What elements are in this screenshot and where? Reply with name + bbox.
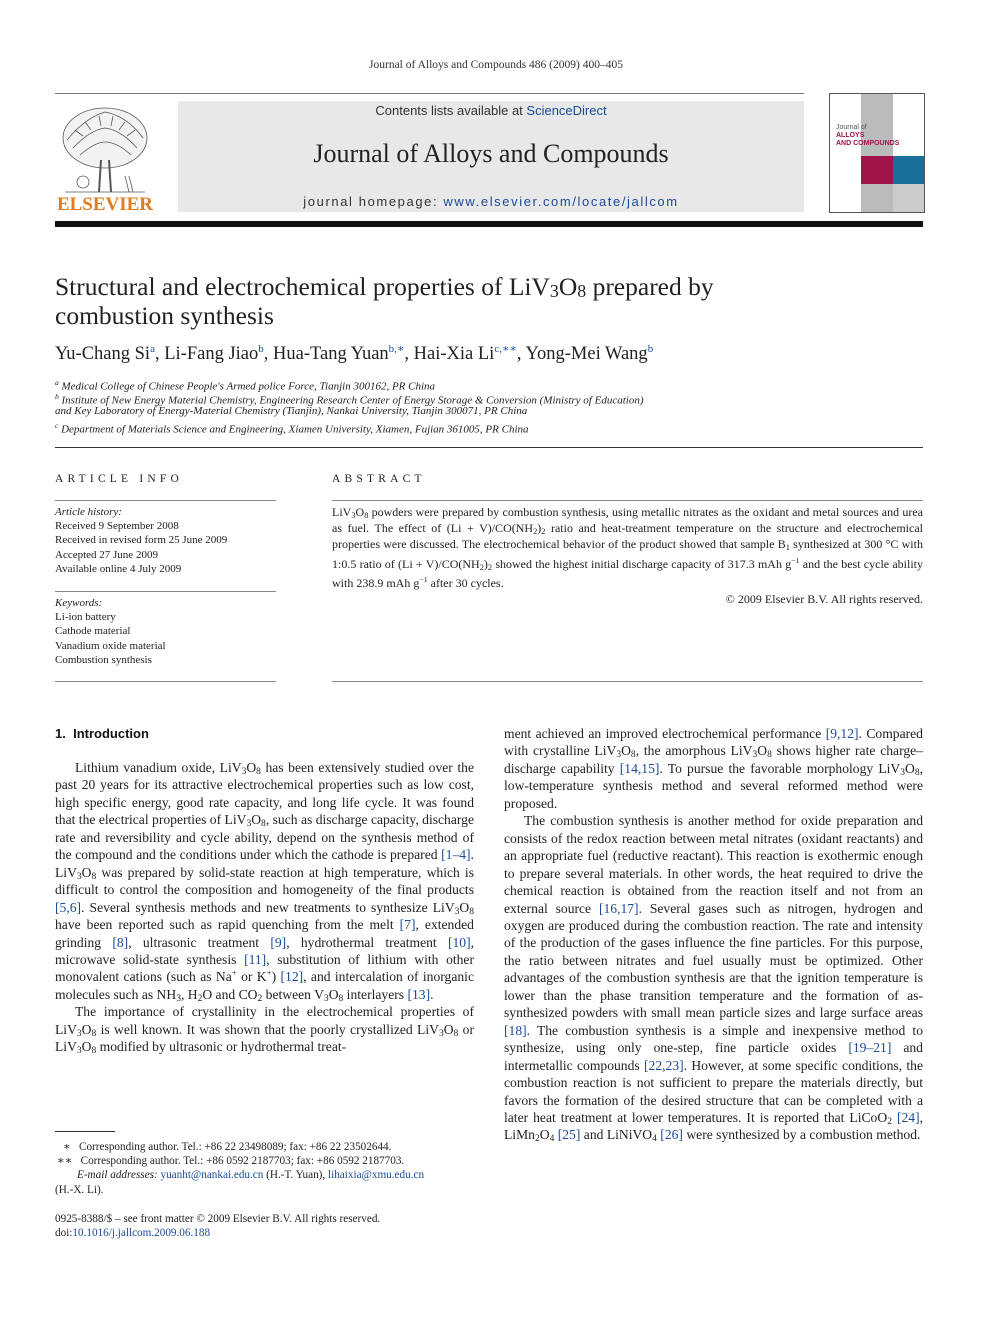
author-affil-link[interactable]: c,∗∗ [494,343,517,355]
header-rule [55,221,923,227]
banner-top-rule [55,93,804,94]
keywords [55,596,276,667]
article-history [55,505,276,576]
homepage-link[interactable]: www.elsevier.com/locate/jallcom [443,194,679,209]
footnote [55,1154,474,1168]
section-title: Introduction [73,726,149,741]
affil-mark: a [55,378,59,387]
divider [55,447,923,448]
copyright: © 2009 Elsevier B.V. All rights reserved. [725,592,923,607]
article-info-heading: ARTICLE INFO [55,473,183,485]
affil-text: Medical College of Chinese People's Armed police Force, Tianjin 300162, PR China [61,380,436,393]
running-head: Journal of Alloys and Compounds 486 (2009) 400–405 [369,59,623,71]
footnote-mark: ∗ [63,1141,71,1153]
affil-text: and Key Laboratory of Energy-Material Chemistry (Tianjin), Nankai University, Tianjin 300071, PR China [55,405,528,417]
affiliation [55,419,915,437]
title-sub: 3 [549,281,559,301]
journal-cover[interactable] [829,93,925,213]
intro-right-column [504,725,923,1144]
section-number: 1. [55,726,66,741]
author-list [55,342,915,365]
title-sub: 8 [577,281,587,301]
author-sep: , [404,344,414,365]
affil-mark: c [55,421,59,430]
title-part: prepared by [586,272,714,301]
contents-line [178,103,804,118]
email-link[interactable]: lihaixia@xmu.edu.cn [328,1169,425,1182]
doi-label: doi: [55,1227,73,1240]
footnote-text: Corresponding author. Tel.: +86 0592 2187703; fax: +86 0592 2187703. [80,1155,405,1168]
abstract-text: $LiV_3O_8$ powders were prepared by combustion synthesis, using metallic nitrates as the oxidant and metal sources and urea as fuel. The effect of $(Li + V)/CO(NH_2)_2$ ratio and heat-treatment temperature on the structure and electrochemical properties were discussed. The electrochemical behavior of the product showed that sample $B_1$ synthesized at 300 °C with 1:0.5 ratio of $(Li + V)/CO(NH_2)_2$ showed the highest initial discharge capacity of 317.3 mAh $g^{-1}$ and the best cycle ability with 238.9 mAh $g^{-1}$ after 30 cycles. © 2009 Elsevier B.V. All rights reserved. [332,505,924,607]
paragraph: Lithium vanadium oxide, $LiV_3O_8$ has been extensively studied over the past 20 years for its attractive electrochemical properties such as low cost, high specific energy, good rate capacity, and long life cycle. It was found that the electrical properties of $LiV_3O_8$, such as discharge capacity, discharge rate and reversibility and cycle ability, depend on the synthesis method of the compound and the conditions under which the cathode is prepared [1–4]. $LiV_3O_8$ was prepared by solid-state reaction at high temperature, which is difficult to control the composition and homogeneity of the final products [5,6]. Several synthesis methods and new treatments to synthesize $LiV_3O_8$ have been reported such as rapid quenching from the melt [7], extended grinding [8], ultrasonic treatment [9], hydrothermal treatment [10], microwave solid-state synthesis [11], substitution of lithium with other monovalent cations (such as Na+ or K+) [12], and intercalation of inorganic molecules such as $NH_3$, $H_2O$ and $CO_2$ between $V_3O_8$ interlayers [13]. [55,760,475,1004]
keywords-label: Keywords: [55,597,103,609]
keyword: Combustion synthesis [55,653,152,666]
section-heading [55,726,149,741]
divider [332,681,923,682]
elsevier-wordmark: ELSEVIER [56,194,154,215]
history-item: Accepted 27 June 2009 [55,548,158,561]
footnotes [55,1140,474,1197]
footnote-rule [55,1131,115,1132]
doi-link[interactable]: 10.1016/j.jallcom.2009.06.188 [72,1227,211,1240]
paragraph: ment achieved an improved electrochemical performance [9,12]. Compared with crystalline $LiV_3O_8$, the amorphous $LiV_3O_8$ shows higher rate charge–discharge capability [14,15]. To pursue the favorable morphology $LiV_3O_8$, low-temperature synthesis method and several reformed method were proposed. [504,726,923,811]
cover-line-1: Journal of [836,124,867,131]
email-line [55,1168,474,1182]
divider [55,500,276,501]
footnote [55,1140,474,1154]
journal-homepage [178,194,804,209]
author-name: Hua-Tang Yuan [273,344,389,365]
cover-title [836,124,924,148]
abstract-heading: ABSTRACT [332,473,426,485]
title-part: combustion synthesis [55,301,274,330]
title-part: Structural and electrochemical properties of LiV [55,272,550,301]
affil-text: Department of Materials Science and Engineering, Xiamen University, Xiamen, Fujian 361005, PR China [61,423,529,436]
issn-line: 0925-8388/$ – see front matter © 2009 Elsevier B.V. All rights reserved. [55,1213,381,1225]
affil-mark: b [55,392,59,401]
email-owner: (H.-X. Li). [55,1183,104,1196]
cover-line-2: ALLOYS [836,132,865,139]
affil-text: Institute of New Energy Material Chemistry, Engineering Research Center of Energy Storage & Conversion (Ministry of Education) [61,394,644,407]
elsevier-logo[interactable] [55,100,155,215]
doi-line [55,1226,474,1240]
keyword: Cathode material [55,625,131,638]
sciencedirect-link[interactable]: ScienceDirect [526,103,607,118]
title-part: O [558,272,578,301]
author-sep: , [263,344,273,365]
history-item: Available online 4 July 2009 [55,562,182,575]
author-name: Hai-Xia Li [413,344,495,365]
paragraph: The combustion synthesis is another method for oxide preparation and consists of the redox reaction between metal nitrates (oxidant reactants) and an appropriate fuel (reductive reactant). This reaction is exothermic enough to prepare several materials. In other words, the heat required to drive the chemical reaction is obtained from the reaction itself and not from an external source [16,17]. Several gases such as nitrogen, hydrogen and oxygen are produced during the combustion reaction. The rate and intensity of the production of the gases influence the fine particles. For this purpose, the ratio between nitrates and fuel usually must be optimized. Other advantages of the combustion synthesis are that the ignition temperature is lower than the phase transition temperature and the formation of as-synthesized powders with small mean particle sizes and large surface areas [18]. The combustion synthesis is a simple and inexpensive method to synthesize, using only one-step, fine particle oxides [19–21] and intermetallic compounds [22,23]. However, at some specific conditions, the combustion reaction is not sufficient to prepare the materials directly, but favors the formation of the desired structure that can be completed with a later heat treatment at lower temperatures. It is reported that LiCoO$_2$ [24], $LiMn_2O_4$ [25] and LiNiVO$_4$ [26] were synthesized by a combustion method. [504,813,924,1145]
history-item: Received 9 September 2008 [55,520,179,533]
history-label: Article history: [55,506,122,518]
keyword: Li-ion battery [55,611,116,624]
contents-prefix: Contents lists available at [375,103,527,118]
article-title [55,272,915,330]
author-affil-link[interactable]: b,∗ [388,343,405,355]
affiliation [55,404,915,418]
journal-title: Journal of Alloys and Compounds [313,139,669,168]
cover-line-3: AND COMPOUNDS [836,140,900,147]
divider [55,681,276,682]
author-affil-link[interactable]: b [258,343,264,355]
author-name: Yong-Mei Wang [525,344,648,365]
keyword: Vanadium oxide material [55,639,166,652]
email-label: E-mail addresses: [77,1169,161,1182]
author-name: Li-Fang Jiao [164,344,259,365]
divider [55,591,276,592]
intro-left-column [55,759,474,1056]
author-sep: , [516,344,526,365]
footnote-text: Corresponding author. Tel.: +86 22 23498089; fax: +86 22 23502644. [79,1141,392,1153]
paragraph: The importance of crystallinity in the electrochemical properties of $LiV_3O_8$ is well known. It was shown that the poorly crystallized $LiV_3O_8$ or $LiV_3O_8$ modified by ultrasonic or hydrothermal treat- [55,1004,474,1057]
author-sep: , [154,344,165,365]
front-matter [55,1212,474,1240]
author-affil-link[interactable]: b [647,343,654,355]
email-owner: (H.-T. Yuan), [263,1169,328,1182]
history-item: Received in revised form 25 June 2009 [55,534,228,547]
email-link[interactable]: yuanht@nankai.edu.cn [160,1169,264,1182]
author-name: Yu-Chang Si [55,344,151,365]
homepage-prefix: journal homepage: [303,194,444,209]
footnote-mark: ∗∗ [57,1155,73,1168]
author-affil-link[interactable]: a [150,343,155,355]
divider [332,500,923,501]
